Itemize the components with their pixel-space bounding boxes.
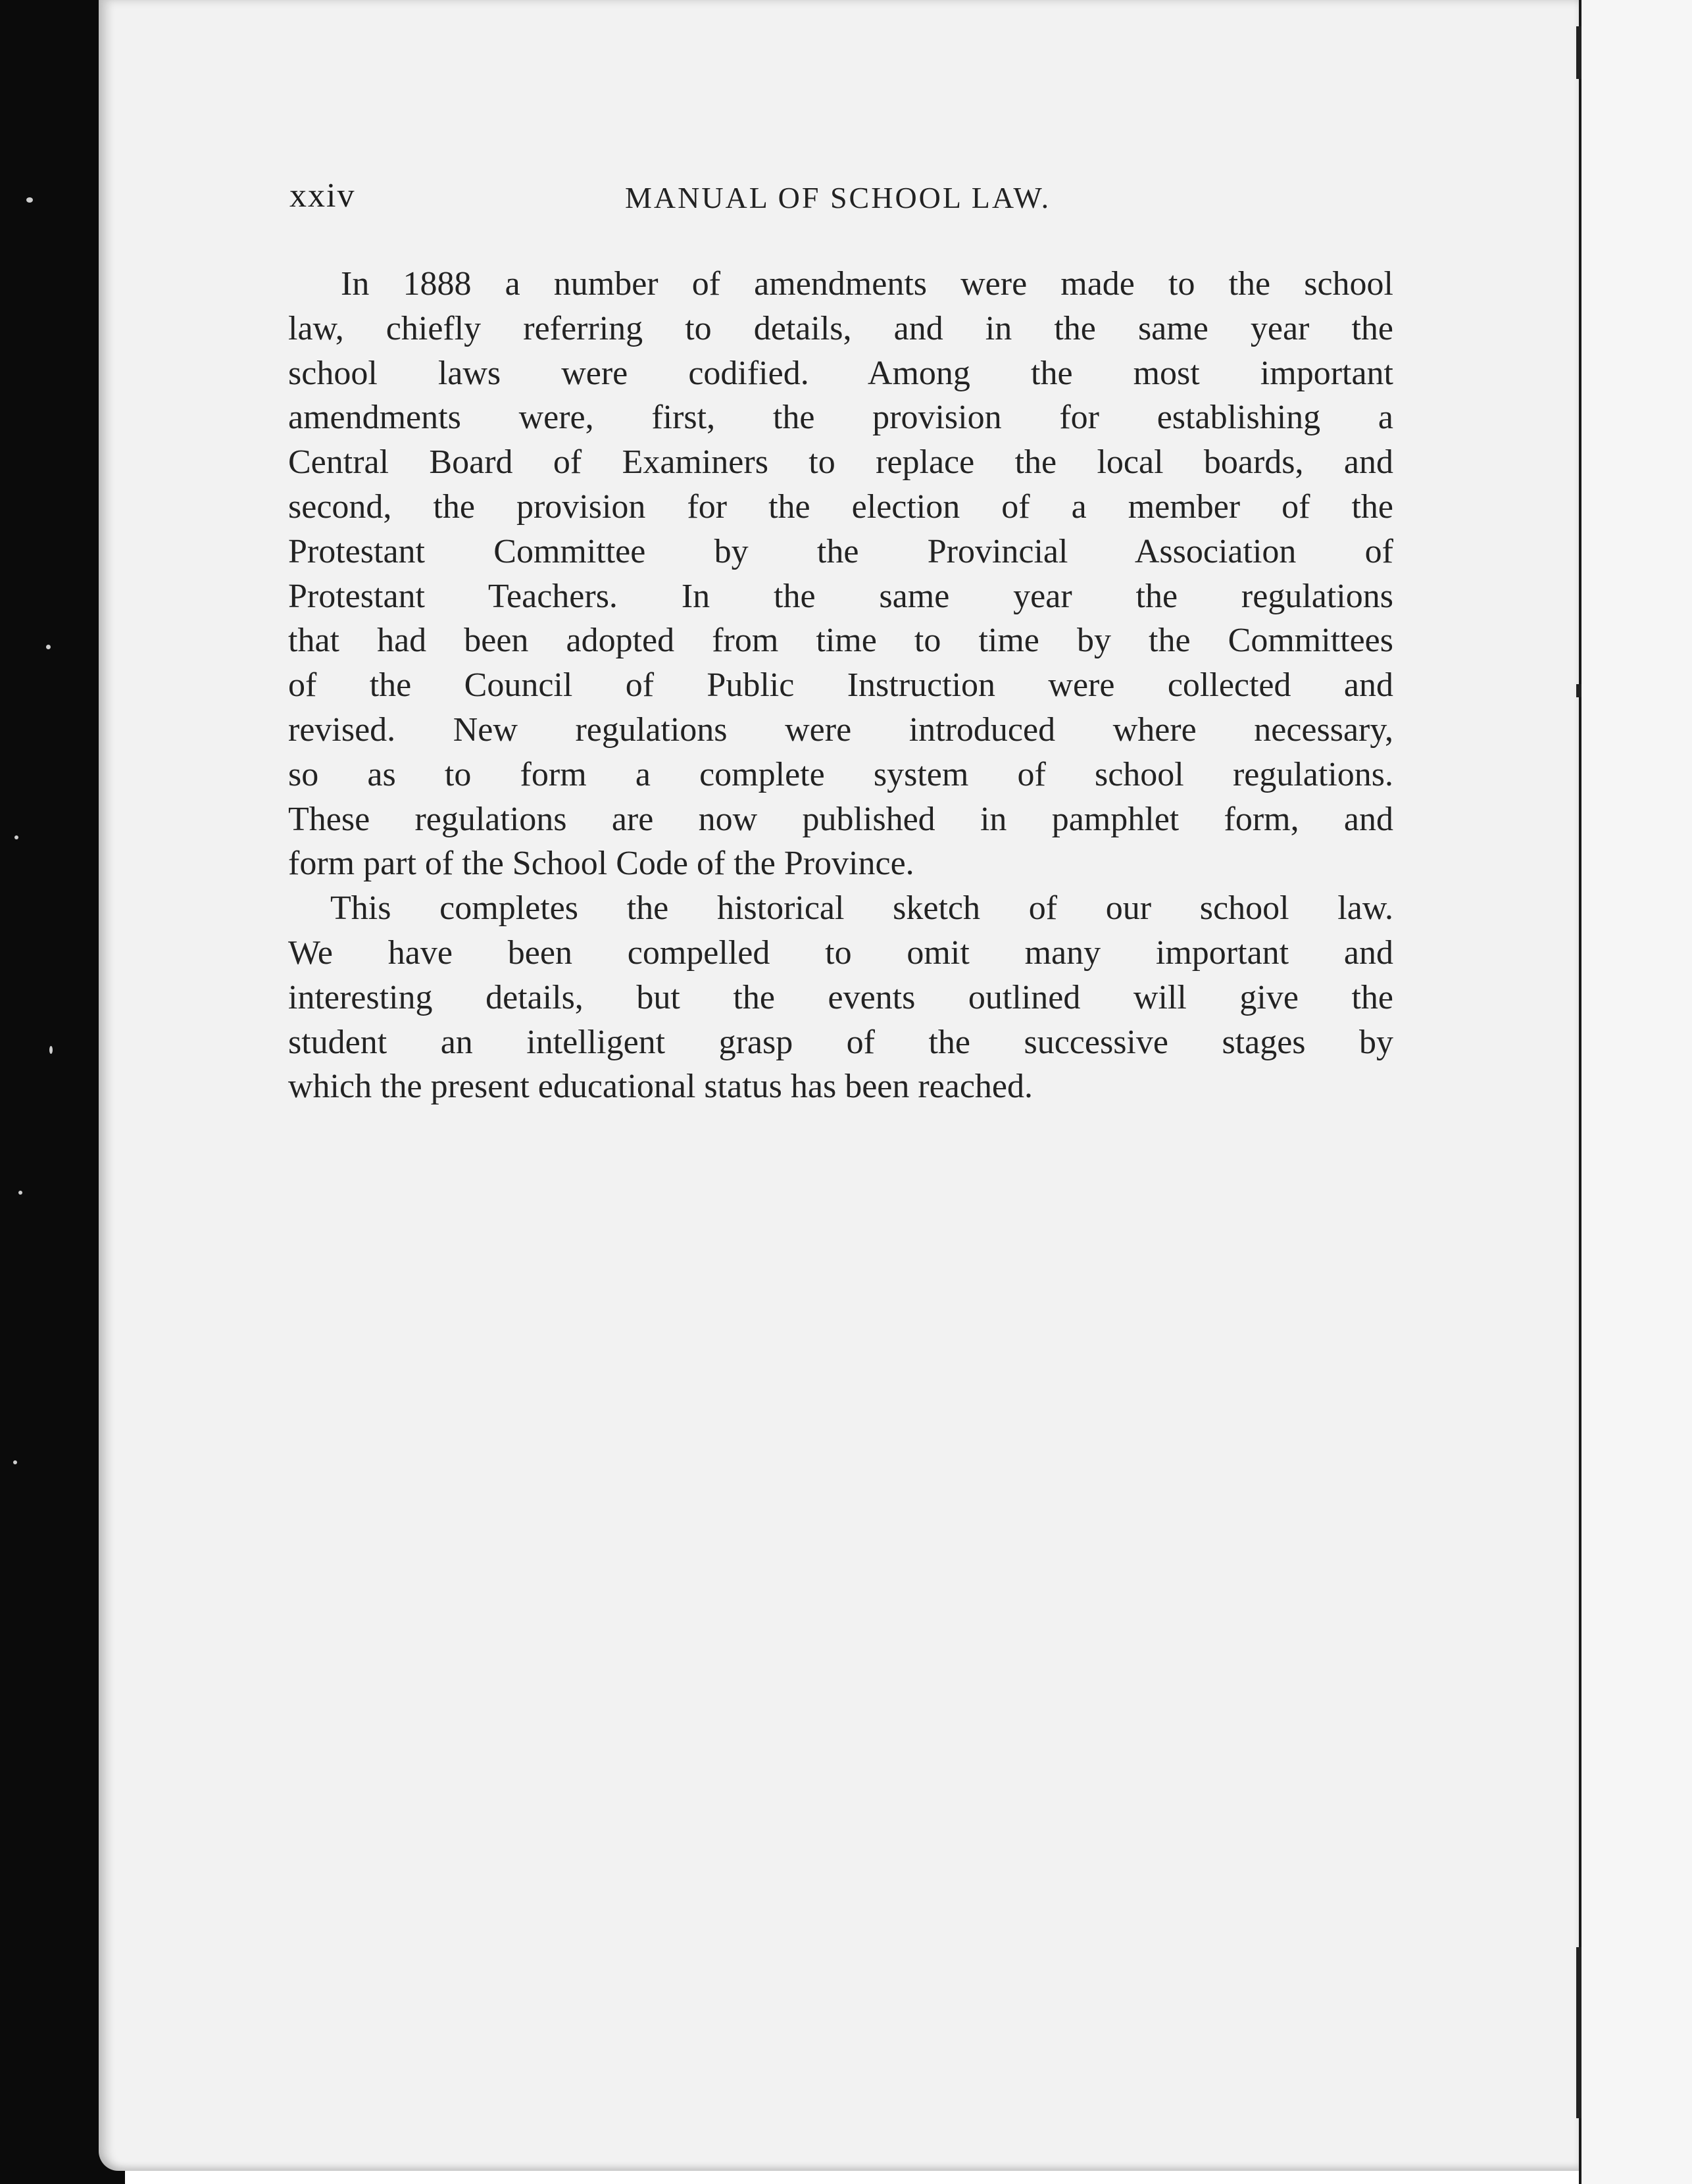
- scan-speck: [49, 1046, 53, 1054]
- scan-speck: [14, 835, 18, 839]
- text-line: Central Board of Examiners to replace the local boards, and: [288, 443, 1393, 482]
- running-title: MANUAL OF SCHOOL LAW.: [625, 181, 1051, 214]
- text-line: These regulations are now published in pamphlet form, and: [288, 800, 1393, 838]
- page-number: xxiv: [289, 177, 356, 214]
- scan-speck: [26, 197, 33, 203]
- text-line: In 1888 a number of amendments were made to the school: [341, 265, 1393, 303]
- text-line: Protestant Teachers. In the same year the regulations: [288, 577, 1393, 615]
- facing-page-edge: [1579, 0, 1692, 2184]
- body-text: [288, 262, 1393, 1109]
- text-line: student an intelligent grasp of the successive stages by: [288, 1023, 1393, 1061]
- text-line: that had been adopted from time to time by the Committees: [288, 622, 1393, 660]
- edge-mark: [1576, 26, 1581, 79]
- text-line: revised. New regulations were introduced where necessary,: [288, 710, 1393, 749]
- scan-speck: [46, 645, 51, 649]
- paragraph: [288, 262, 1393, 886]
- text-line: This completes the historical sketch of our school law.: [330, 889, 1393, 928]
- text-line: interesting details, but the events outlined will give the: [288, 978, 1393, 1016]
- text-line: form part of the School Code of the Province.: [288, 845, 914, 883]
- text-line: We have been compelled to omit many important and: [288, 933, 1393, 972]
- scan-speck: [18, 1191, 22, 1195]
- edge-mark: [1576, 684, 1581, 697]
- text-line: Protestant Committee by the Provincial Association of: [288, 532, 1393, 570]
- text-line: amendments were, first, the provision for establishing a: [288, 399, 1393, 437]
- text-line: which the present educational status has been reached.: [288, 1068, 1033, 1106]
- text-line: so as to form a complete system of school regulations.: [288, 755, 1393, 793]
- text-line: second, the provision for the election of a member of the: [288, 487, 1393, 526]
- text-line: school laws were codified. Among the most important: [288, 354, 1393, 392]
- scan-speck: [13, 1460, 17, 1464]
- running-head: [289, 176, 1401, 229]
- text-line: of the Council of Public Instruction were collected and: [288, 666, 1393, 705]
- paragraph: [288, 886, 1393, 1109]
- text-line: law, chiefly referring to details, and in the same year the: [288, 309, 1393, 347]
- edge-mark: [1576, 1947, 1581, 2118]
